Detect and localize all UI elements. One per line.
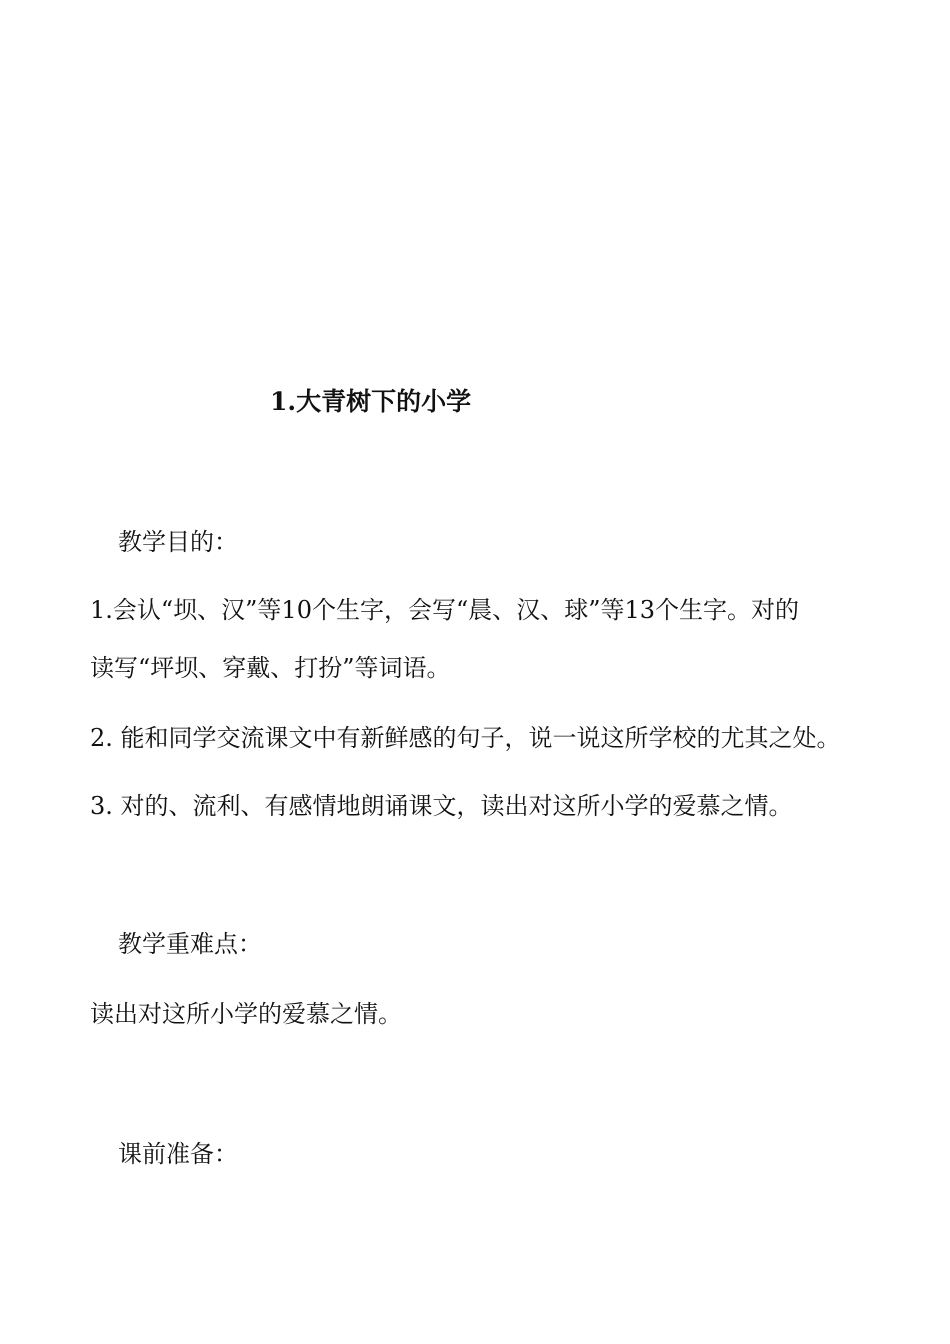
objective-item-1-line-2: 读写“坪坝、穿戴、打扮”等词语。: [90, 654, 451, 682]
preparation-heading: 课前准备：: [118, 1140, 238, 1168]
objectives-heading: 教学目的：: [118, 528, 238, 556]
objective-item-3: 3. 对的、流利、有感情地朗诵课文，读出对这所小学的爱慕之情。: [90, 792, 793, 820]
objective-item-2: 2. 能和同学交流课文中有新鲜感的句子，说一说这所学校的尤其之处。: [90, 724, 841, 752]
lesson-title: 1.大青树下的小学: [270, 387, 472, 416]
key-points-text: 读出对这所小学的爱慕之情。: [90, 1000, 402, 1028]
key-points-heading: 教学重难点：: [118, 930, 262, 958]
objective-item-1-line-1: 1.会认“坝、汉”等10个生字，会写“晨、汉、球”等13个生字。对的: [90, 596, 800, 624]
